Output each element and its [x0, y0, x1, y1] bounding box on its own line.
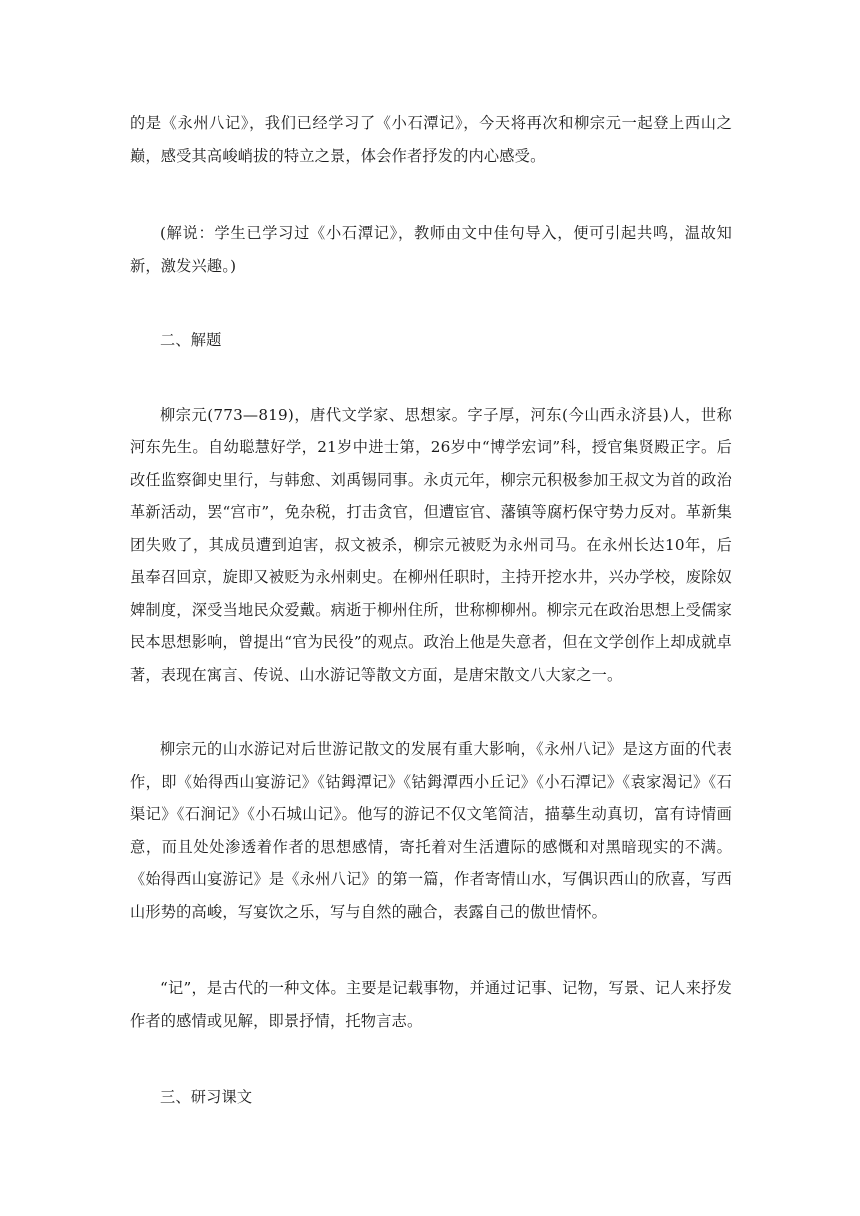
travelogue-paragraph: 柳宗元的山水游记对后世游记散文的发展有重大影响，《永州八记》是这方面的代表作，即《始得西山宴游记》《钴鉧潭记》《钴鉧潭西小丘记》《小石潭记》《袁家渴记》《石渠记》《石涧记》《小石城山记》。他写的游记不仅文笔简洁，描摹生动真切，富有诗情画意，而且处处渗透着作者的思想感情，寄托着对生活遭际的感慨和对黑暗现实的不满。《始得西山宴游记》是《永州八记》的第一篇，作者寄情山水，写偶识西山的欣喜，写西山形势的高峻，写宴饮之乐，写与自然的融合，表露自己的傲世情怀。: [130, 740, 732, 921]
document-body: [130, 107, 732, 1114]
author-bio-paragraph: 柳宗元(773—819)，唐代文学家、思想家。字子厚，河东(今山西永济县)人，世称河东先生。自幼聪慧好学，21岁中进士第，26岁中“博学宏词”科，授官集贤殿正字。后改任监察御史里行，与韩愈、刘禹锡同事。永贞元年，柳宗元积极参加王叔文为首的政治革新活动，罢“宫市”，免杂税，打击贪官，但遭宦官、藩镇等腐朽保守势力反对。革新集团失败了，其成员遭到迫害，叔文被杀，柳宗元被贬为永州司马。在永州长达10年，后虽奉召回京，旋即又被贬为永州刺史。在柳州任职时，主持开挖水井，兴办学校，废除奴婢制度，深受当地民众爱戴。病逝于柳州住所，世称柳柳州。柳宗元在政治思想上受儒家民本思想影响，曾提出“官为民役”的观点。政治上他是失意者，但在文学创作上却成就卓著，表现在寓言、传说、山水游记等散文方面，是唐宋散文八大家之一。: [130, 405, 732, 684]
intro-paragraph: 的是《永州八记》，我们已经学习了《小石潭记》，今天将再次和柳宗元一起登上西山之巅，感受其高峻峭拔的特立之景，体会作者抒发的内心感受。: [130, 114, 732, 165]
commentary-paragraph: (解说：学生已学习过《小石潭记》，教师由文中佳句导入，便可引起共鸣，温故知新，激发兴趣。): [130, 224, 732, 275]
section-heading-jieti: 二、解题: [160, 331, 222, 349]
genre-paragraph: “记”，是古代的一种文体。主要是记载事物，并通过记事、记物，写景、记人来抒发作者的感情或见解，即景抒情，托物言志。: [130, 979, 732, 1030]
section-heading-yanxi: 三、研习课文: [160, 1088, 253, 1106]
